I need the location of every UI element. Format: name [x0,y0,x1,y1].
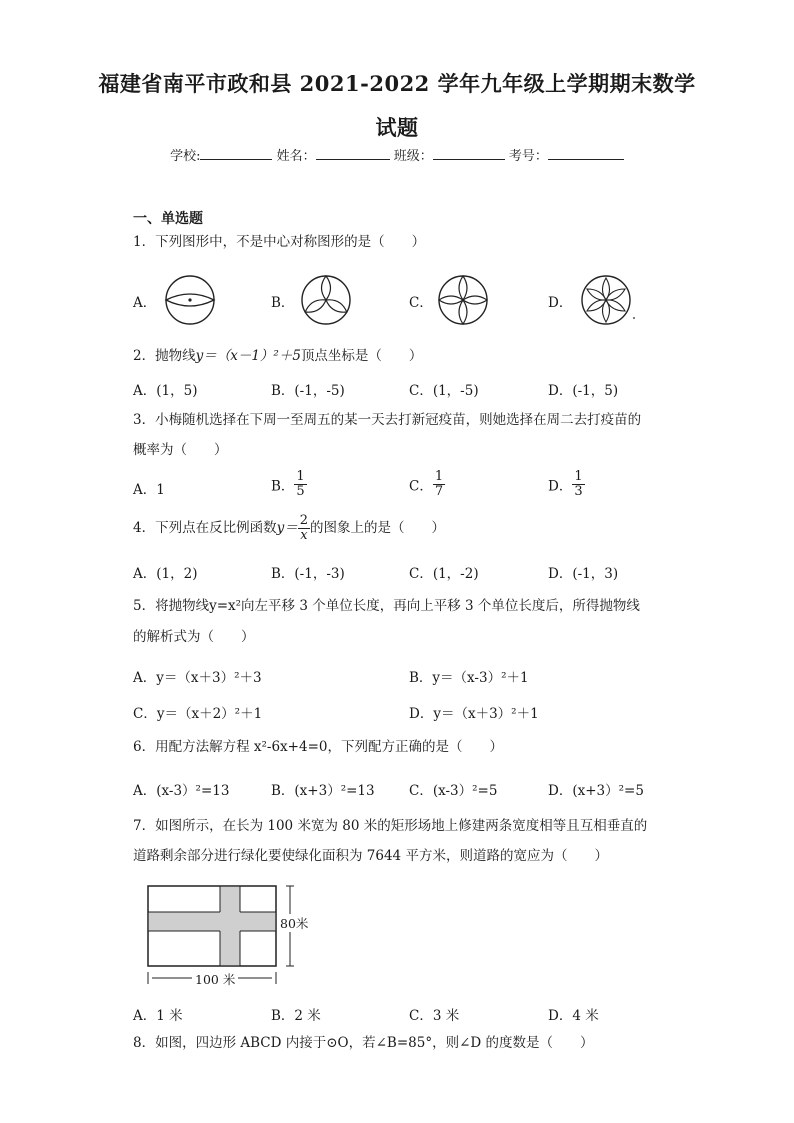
height-label: 80米 [280,916,309,931]
q3-option-d-label: D． [548,478,573,495]
q5-option-d[interactable]: D．y＝（x＋3）²＋1 [409,706,539,722]
q4-option-d[interactable]: D．(-1，3) [548,566,619,582]
school-blank[interactable] [200,145,272,160]
q2-formula: y＝（x－1）²＋5 [195,348,301,364]
q4-stem-a: 4．下列点在反比例函数 [133,520,277,536]
fraction-numerator: 2 [299,513,309,528]
fraction-denominator: 5 [296,484,305,499]
question-8-stem: 8．如图，四边形 ABCD 内接于⊙O，若∠B=85°，则∠D 的度数是（ ） [133,1035,594,1051]
question-5-stem-line1: 5．将抛物线y=x²向左平移 3 个单位长度，再向上平移 3 个单位长度后，所得抛物线 [133,598,640,614]
section-heading: 一、单选题 [133,211,203,227]
q5-option-a[interactable]: A．y＝（x＋3）²＋3 [133,670,262,686]
q4-fraction [298,514,310,543]
q7-rectangle-figure [140,878,340,988]
q3-option-d-fraction [572,470,584,499]
q5-option-c[interactable]: C．y＝（x＋2）²＋1 [133,706,263,722]
question-7-stem-line2: 道路剩余部分进行绿化要使绿化面积为 7644 平方米，则道路的宽应为（ ） [133,848,608,864]
q1-option-a-label: A． [133,295,157,311]
vertical-road [220,886,240,966]
question-1-stem: 1．下列图形中，不是中心对称图形的是（ ） [133,234,426,250]
q2-option-d[interactable]: D．(-1，5) [548,383,619,399]
fraction-numerator: 1 [574,469,583,484]
field-diagram [140,878,340,988]
q1-option-d-label: D． [548,295,573,311]
q2-stem-b: 顶点坐标是（ ） [300,348,423,364]
q4-option-b[interactable]: B．(-1，-3) [271,566,345,582]
q7-option-c[interactable]: C．3 米 [409,1008,460,1024]
question-3-stem-line2: 概率为（ ） [133,442,228,458]
question-2-stem [133,347,422,365]
q7-option-a[interactable]: A．1 米 [133,1008,183,1024]
q2-stem-a: 2．抛物线 [133,348,196,364]
q1-option-b-label: B． [271,295,295,311]
q6-option-a[interactable]: A．(x-3）²=13 [133,783,230,799]
question-4-stem [133,513,445,543]
q4-option-c[interactable]: C．(1，-2) [409,566,479,582]
q3-option-b[interactable] [271,470,307,499]
fraction-denominator: x [300,528,308,543]
q4-stem-b: 的图象上的是（ ） [310,520,446,536]
exam-no-label: 考号： [508,149,548,164]
page-title: 福建省南平市政和县 2021-2022 学年九年级上学期期末数学 [98,71,696,96]
q3-option-a-label: A． [133,482,157,498]
circle-four-petals-icon [437,274,489,326]
fraction-numerator: 1 [434,469,444,484]
question-7-stem-line1: 7．如图所示，在长为 100 米宽为 80 米的矩形场地上修建两条宽度相等且互相垂直的 [133,818,648,834]
question-5-stem-line2: 的解析式为（ ） [133,629,255,645]
q3-option-c-fraction [433,470,445,499]
q3-option-a-value: 1 [156,482,165,498]
q3-option-d[interactable] [548,470,585,499]
q4-option-a[interactable]: A．(1，2) [133,566,198,582]
fraction-denominator: 7 [434,484,444,499]
q3-option-b-fraction [294,470,306,499]
fraction-numerator: 1 [296,469,305,484]
q2-option-b[interactable]: B．(-1，-5) [271,383,345,399]
q7-option-d[interactable]: D．4 米 [548,1008,599,1024]
question-3-stem-line1: 3．小梅随机选择在下周一至周五的某一天去打新冠疫苗，则她选择在周二去打疫苗的 [133,412,642,428]
q2-option-a[interactable]: A．(1，5) [133,383,198,399]
q4-y: y＝ [276,520,298,536]
q3-option-b-label: B． [271,478,295,495]
q5-option-b[interactable]: B．y＝（x-3）²＋1 [409,670,529,686]
q7-option-b[interactable]: B．2 米 [271,1008,321,1024]
student-info-line [0,145,794,164]
fraction-denominator: 3 [574,484,583,499]
q6-option-c[interactable]: C．(x-3）²=5 [409,783,498,799]
class-blank[interactable] [433,145,505,160]
name-label: 姓名： [276,149,316,164]
horizontal-road [148,912,276,931]
name-blank[interactable] [316,145,390,160]
q3-option-c-label: C． [409,478,433,495]
school-label: 学校: [170,149,201,164]
q1-option-c-label: C． [409,295,433,311]
q6-option-d[interactable]: D．(x+3）²=5 [548,783,644,799]
q2-option-c[interactable]: C．(1，-5) [409,383,479,399]
circle-horizontal-lens-icon [164,274,216,326]
q3-option-a[interactable] [133,478,165,498]
q6-option-b[interactable]: B．(x+3）²=13 [271,783,375,799]
page-title-line2: 试题 [375,115,419,140]
q3-option-c[interactable] [409,470,445,499]
width-label: 100 米 [195,972,236,987]
class-label: 班级： [393,149,433,164]
exam-no-blank[interactable] [548,145,624,160]
circle-three-petals-icon [300,274,352,326]
question-6-stem: 6．用配方法解方程 x²-6x+4=0，下列配方正确的是（ ） [133,739,503,755]
circle-six-petals-icon [580,274,636,326]
